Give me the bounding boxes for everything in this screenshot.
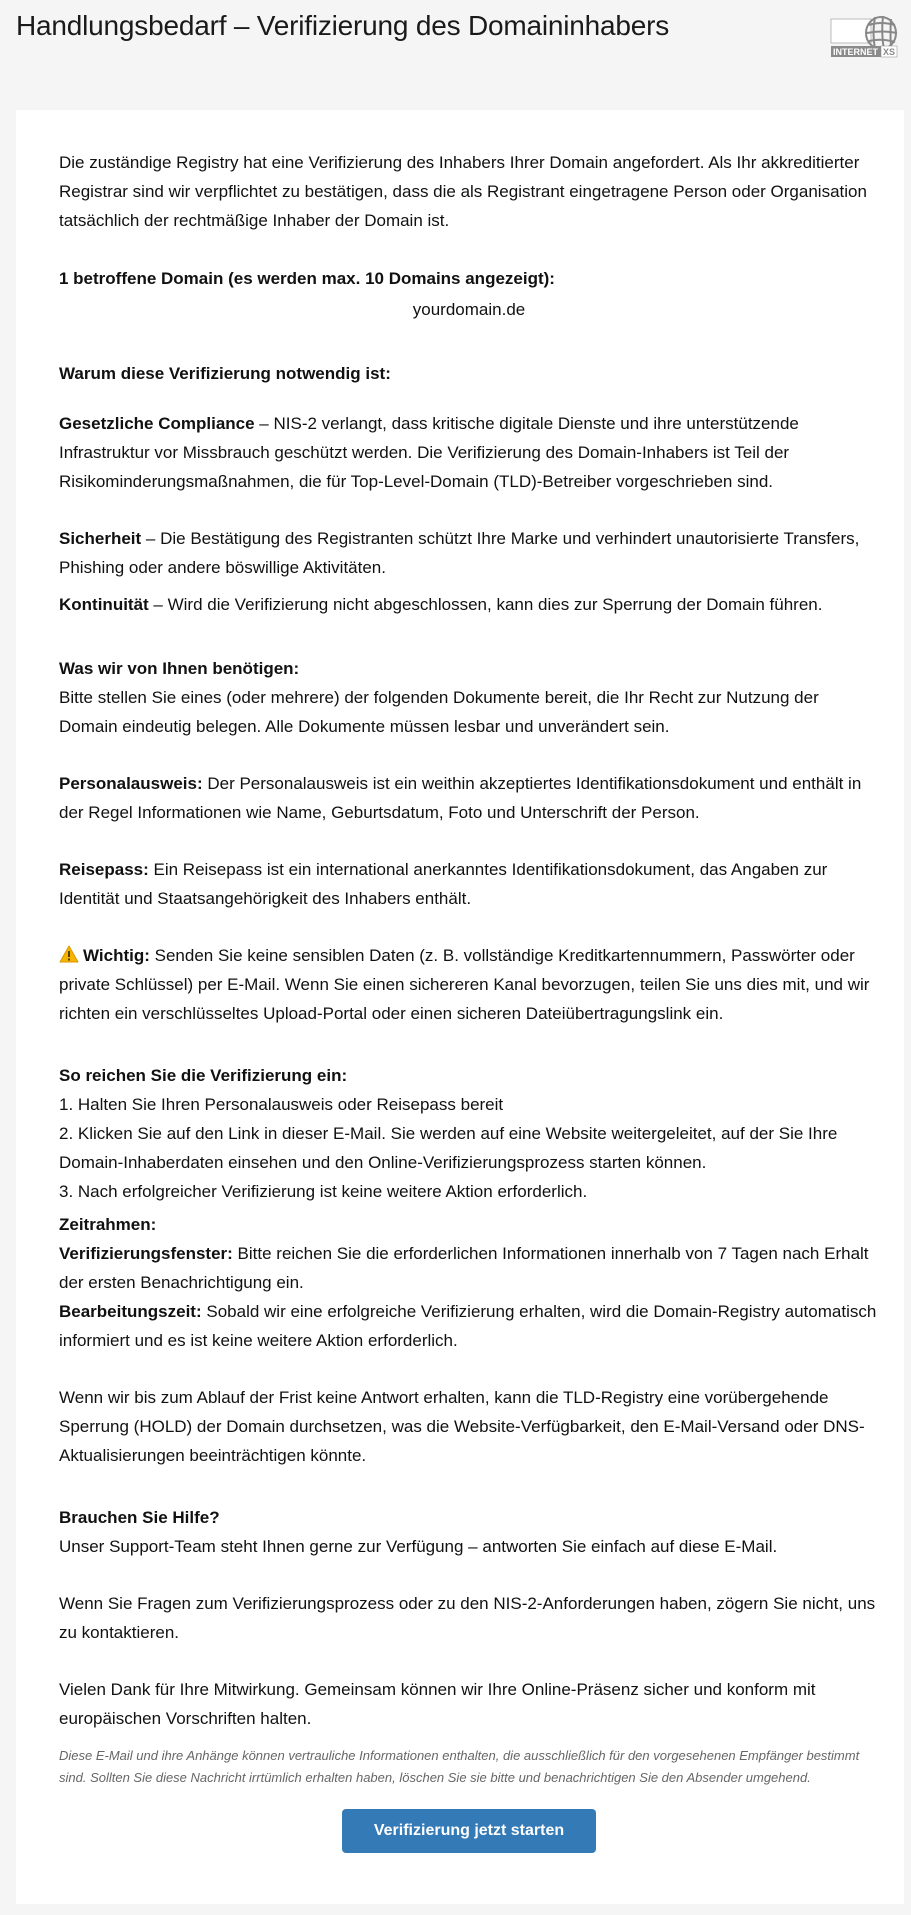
warning-icon xyxy=(59,943,79,961)
document-text: Ein Reisepass ist ein international anerkanntes Identifikationsdokument, das Angaben zur Identität und Staatsangehörigkeit des Inhabers enthält. xyxy=(59,860,828,908)
reason-label: Sicherheit xyxy=(59,529,142,548)
steps-heading-text: So reichen Sie die Verifizierung ein: xyxy=(59,1066,348,1085)
step-item: 3. Nach erfolgreicher Verifizierung ist keine weitere Aktion erforderlich. xyxy=(59,1182,588,1201)
thanks-paragraph: Vielen Dank für Ihre Mitwirkung. Gemeinsam können wir Ihre Online-Präsenz sicher und konform mit europäischen Vorschriften halten. xyxy=(59,1680,816,1728)
reason-text: – NIS-2 verlangt, dass kritische digitale Dienste und ihre unterstützende Infrastruktur vor Missbrauch geschützt werden. Die Verifizierung des Domain-Inhabers ist Teil der Risikominderungsmaßnahmen, die für Top-Level-Domain (TLD)-Betreiber vorgeschrieben sind. xyxy=(59,414,799,491)
document-label: Reisepass: xyxy=(59,860,149,879)
timeframe-heading xyxy=(59,1210,879,1239)
reason-label: Gesetzliche Compliance xyxy=(59,414,255,433)
help-heading-text: Brauchen Sie Hilfe? xyxy=(59,1508,220,1527)
cta-wrapper xyxy=(59,1809,879,1853)
step-item: 1. Halten Sie Ihren Personalausweis oder Reisepass bereit xyxy=(59,1095,504,1114)
timeframe-text: Bitte reichen Sie die erforderlichen Informationen innerhalb von 7 Tagen nach Erhalt der ersten Benachrichtigung ein. xyxy=(59,1244,869,1292)
document-reisepass xyxy=(59,855,879,913)
page-title: Handlungsbedarf – Verifizierung des Domaininhabers xyxy=(16,10,670,41)
document-text: Der Personalausweis ist ein weithin akzeptiertes Identifikationsdokument und enthält in der Regel Informationen wie Name, Geburtsdatum, Foto und Unterschrift der Person. xyxy=(59,774,862,822)
document-personalausweis xyxy=(59,769,879,827)
reason-compliance xyxy=(59,409,879,496)
timeframe-window xyxy=(59,1239,879,1297)
timeframe-processing xyxy=(59,1297,879,1355)
logo-text-xs: XS xyxy=(883,47,896,57)
domain-list-item: yourdomain.de xyxy=(412,300,526,319)
help-paragraph: Unser Support-Team steht Ihnen gerne zur Verfügung – antworten Sie einfach auf diese E-Mail. xyxy=(59,1537,778,1556)
disclaimer-text: Diese E-Mail und ihre Anhänge können vertrauliche Informationen enthalten, die ausschließlich für den vorgesehenen Empfänger bestimmt sind. Sollten Sie diese Nachricht irrtümlich erhalten haben, löschen Sie sie bitte und benachrichtigen Sie den Absender umgehend. xyxy=(59,1748,860,1785)
warning-paragraph xyxy=(59,941,879,1028)
timeframe-text: Sobald wir eine erfolgreiche Verifizierung erhalten, wird die Domain-Registry automatisch informiert und es ist keine weitere Aktion erforderlich. xyxy=(59,1302,877,1350)
timeframe-label: Bearbeitungszeit: xyxy=(59,1302,202,1321)
step-item: 2. Klicken Sie auf den Link in dieser E-Mail. Sie werden auf eine Website weitergeleitet, auf der Sie Ihre Domain-Inhaberdaten einsehen und den Online-Verifizierungsprozess starten können. xyxy=(59,1124,838,1172)
logo-text-internet: INTERNET xyxy=(833,47,878,57)
globe-logo-icon xyxy=(829,13,899,59)
help-heading xyxy=(59,1503,879,1532)
need-heading xyxy=(59,654,879,683)
reason-continuity xyxy=(59,590,879,619)
steps-heading xyxy=(59,1061,879,1090)
domains-heading-text: 1 betroffene Domain (es werden max. 10 Domains angezeigt): xyxy=(59,269,555,288)
timeframe-label: Verifizierungsfenster: xyxy=(59,1244,233,1263)
need-paragraph: Bitte stellen Sie eines (oder mehrere) der folgenden Dokumente bereit, die Ihr Recht zur Nutzung der Domain eindeutig belegen. Alle Dokumente müssen lesbar und unverändert sein. xyxy=(59,688,819,736)
reason-text: – Wird die Verifizierung nicht abgeschlossen, kann dies zur Sperrung der Domain führen. xyxy=(148,595,823,614)
questions-paragraph: Wenn Sie Fragen zum Verifizierungsprozess oder zu den NIS-2-Anforderungen haben, zögern Sie nicht, uns zu kontaktieren. xyxy=(59,1594,876,1642)
need-heading-text: Was wir von Ihnen benötigen: xyxy=(59,659,300,678)
email-content xyxy=(59,148,879,1853)
warning-label: Wichtig: xyxy=(83,946,150,965)
reason-text: – Die Bestätigung des Registranten schützt Ihre Marke und verhindert unautorisierte Transfers, Phishing oder andere böswillige Aktivitäten. xyxy=(59,529,860,577)
hold-paragraph: Wenn wir bis zum Ablauf der Frist keine Antwort erhalten, kann die TLD-Registry eine vorübergehende Sperrung (HOLD) der Domain durchsetzen, was die Website-Verfügbarkeit, den E-Mail-Versand oder DNS-Aktualisierungen beeinträchtigen könnte. xyxy=(59,1388,865,1465)
why-heading xyxy=(59,359,879,388)
document-label: Personalausweis: xyxy=(59,774,203,793)
timeframe-heading-text: Zeitrahmen: xyxy=(59,1215,157,1234)
reason-label: Kontinuität xyxy=(59,595,149,614)
reason-security xyxy=(59,524,879,582)
why-heading-text: Warum diese Verifizierung notwendig ist: xyxy=(59,364,391,383)
start-verification-button[interactable]: Verifizierung jetzt starten xyxy=(342,1809,596,1853)
internetxs-logo xyxy=(829,13,899,59)
warning-text: Senden Sie keine sensiblen Daten (z. B. vollständige Kreditkartennummern, Passwörter oder private Schlüssel) per E-Mail. Wenn Sie einen sichereren Kanal bevorzugen, teilen Sie uns dies mit, und wir richten ein verschlüsseltes Upload-Portal oder einen sicheren Dateiübertragungslink ein. xyxy=(59,946,870,1023)
domains-heading xyxy=(59,264,879,293)
email-header xyxy=(0,0,911,110)
email-card xyxy=(16,110,904,1904)
intro-paragraph: Die zuständige Registry hat eine Verifizierung des Inhabers Ihrer Domain angefordert. Als Ihr akkreditierter Registrar sind wir verpflichtet zu bestätigen, dass die als Registrant eingetragene Person oder Organisation tatsächlich der rechtmäßige Inhaber der Domain ist. xyxy=(59,153,867,230)
